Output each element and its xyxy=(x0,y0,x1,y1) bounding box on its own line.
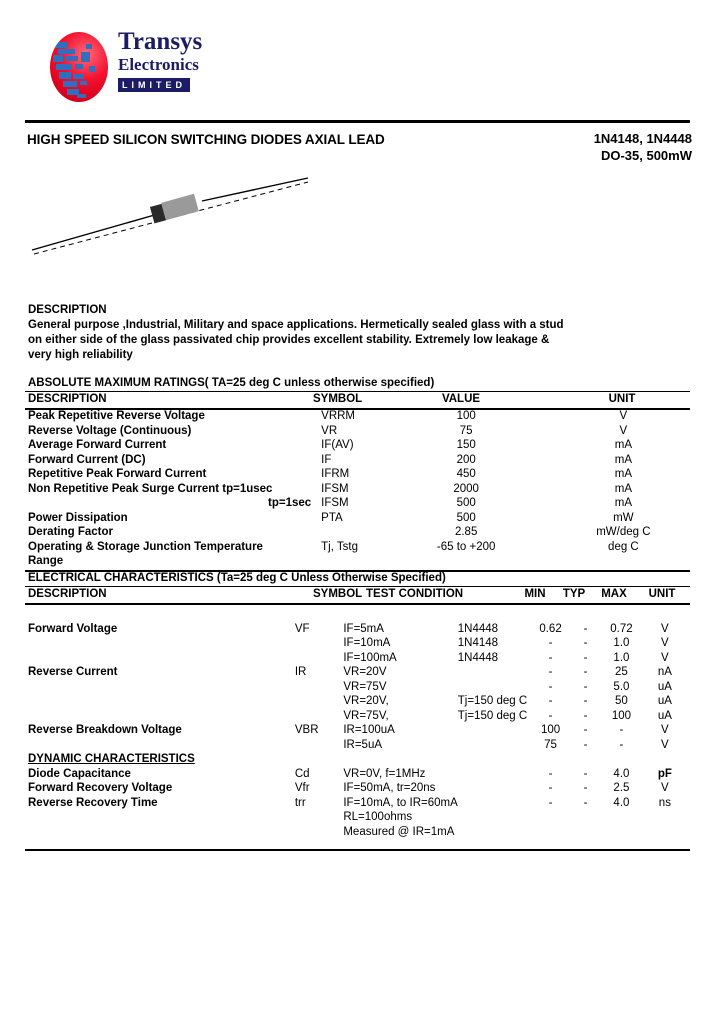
col-header-min: MIN xyxy=(524,588,546,600)
empty-cell xyxy=(570,752,601,767)
empty-cell xyxy=(531,752,570,767)
logo-line-transys: Transys xyxy=(118,28,203,55)
cell-typ: - xyxy=(583,695,588,707)
table-row xyxy=(28,467,688,482)
empty-cell xyxy=(295,752,343,767)
empty-cell xyxy=(642,752,688,767)
cell-unit: ns xyxy=(658,796,671,809)
cell-unit xyxy=(642,810,688,825)
cell-symbol: IFSM xyxy=(321,497,349,509)
cell-description: Average Forward Current xyxy=(28,439,167,451)
table-row xyxy=(28,409,688,424)
cell-typ: - xyxy=(583,709,588,722)
cell-symbol: Tj, Tstg xyxy=(321,540,359,553)
cell-part-number: 1N4448 xyxy=(457,622,499,635)
cell-typ: - xyxy=(583,637,588,649)
cell-description: Reverse Voltage (Continuous) xyxy=(28,424,192,437)
col-header-unit: UNIT xyxy=(608,393,636,405)
cell-symbol xyxy=(295,694,343,709)
title-bar xyxy=(27,130,692,170)
cell-description: Peak Repetitive Reverse Voltage xyxy=(28,410,205,422)
cell-min: 75 xyxy=(544,738,557,751)
cell-description: Reverse Breakdown Voltage xyxy=(28,724,182,736)
cell-description xyxy=(28,810,295,825)
cell-description: Diode Capacitance xyxy=(28,767,131,780)
cell-test-condition: IF=10mA, to IR=60mA xyxy=(343,796,458,809)
cell-part-number xyxy=(458,680,531,695)
table-row xyxy=(28,723,688,738)
cell-part-number xyxy=(458,781,531,796)
table-row xyxy=(28,651,688,666)
cell-unit: mA xyxy=(614,439,633,451)
cell-description: Derating Factor xyxy=(28,526,113,538)
logo-line-electronics: Electronics xyxy=(118,55,199,74)
elec-header-underline xyxy=(25,603,690,605)
cell-part-number: 1N4448 xyxy=(457,651,499,664)
cell-symbol xyxy=(295,709,343,724)
table-row xyxy=(28,424,688,439)
cell-value: -65 to +200 xyxy=(436,540,496,553)
cell-part-number xyxy=(458,810,531,825)
empty-cell xyxy=(343,752,457,767)
cell-typ: - xyxy=(583,767,588,780)
cell-value: 75 xyxy=(459,424,473,437)
table-row xyxy=(28,525,688,540)
cell-unit: V xyxy=(661,782,669,794)
table-row xyxy=(28,438,688,453)
description-line-2: on either side of the glass passivated chip provides excellent stability. Extremely low leakage & xyxy=(28,334,550,346)
axial-lead-diode-figure xyxy=(22,172,322,272)
cell-part-number xyxy=(458,665,531,680)
cell-typ: - xyxy=(583,782,588,794)
cell-part-number xyxy=(458,796,531,811)
cell-min: - xyxy=(548,651,553,664)
cell-symbol xyxy=(295,825,343,840)
description-line-1: General purpose ,Industrial, Military and space applications. Hermetically sealed glass with a stud xyxy=(28,319,564,331)
cell-min: - xyxy=(548,695,553,707)
col-header-description: DESCRIPTION xyxy=(28,393,107,405)
cell-test-condition: VR=20V, xyxy=(343,695,389,707)
table-row xyxy=(28,496,688,511)
cell-value: 200 xyxy=(456,453,476,466)
cell-typ: - xyxy=(583,622,588,635)
cell-value: 100 xyxy=(456,410,476,422)
cell-test-condition: RL=100ohms xyxy=(343,811,413,823)
cell-test-condition: IF=5mA xyxy=(343,622,384,635)
empty-cell xyxy=(601,752,642,767)
cell-value: 150 xyxy=(456,439,476,451)
cell-part-number xyxy=(458,738,531,753)
cell-min: - xyxy=(548,782,553,794)
cell-symbol: PTA xyxy=(321,511,343,524)
cell-unit: V xyxy=(619,410,628,422)
cell-description xyxy=(28,694,295,709)
cell-unit: mA xyxy=(614,497,633,509)
cell-symbol: VRRM xyxy=(321,410,356,422)
cell-symbol xyxy=(295,636,343,651)
cell-unit: mA xyxy=(614,482,633,495)
cell-symbol xyxy=(295,810,343,825)
table-row xyxy=(28,511,688,526)
cell-unit: V xyxy=(661,724,669,736)
cell-symbol xyxy=(295,651,343,666)
absolute-maximum-ratings-body xyxy=(28,409,688,569)
cell-symbol: Vfr xyxy=(294,782,310,794)
cell-test-condition: IF=100mA xyxy=(343,651,397,664)
absolute-maximum-ratings-table xyxy=(28,392,688,407)
abs-max-header-group xyxy=(28,392,688,407)
table-row xyxy=(28,738,688,753)
cell-value: 500 xyxy=(456,497,476,509)
cell-part-number: Tj=150 deg C xyxy=(457,709,528,722)
cell-test-condition: IR=100uA xyxy=(343,724,395,736)
cell-min xyxy=(531,825,570,840)
cell-description xyxy=(28,651,295,666)
cell-symbol xyxy=(321,525,373,540)
table-row xyxy=(28,636,688,651)
part-number-block xyxy=(594,130,692,164)
col-header-unit: UNIT xyxy=(648,588,676,600)
cell-value: 2.85 xyxy=(454,526,478,538)
diode-body-group xyxy=(150,194,199,224)
description-line-3: very high reliability xyxy=(28,349,133,361)
cell-test-condition: VR=0V, f=1MHz xyxy=(343,767,426,780)
cell-max xyxy=(601,810,642,825)
cell-test-condition: VR=75V xyxy=(343,680,387,693)
cell-unit: mW xyxy=(613,511,634,524)
header-divider xyxy=(25,120,690,123)
table-row xyxy=(28,781,688,796)
cell-unit: uA xyxy=(657,680,672,693)
col-header-symbol: SYMBOL xyxy=(313,393,363,405)
electrical-characteristics-body xyxy=(28,607,688,839)
spacer-cell xyxy=(28,607,688,622)
cell-max: 4.0 xyxy=(613,796,630,809)
globe-icon xyxy=(50,32,108,102)
table-row xyxy=(28,694,688,709)
cell-part-number xyxy=(458,723,531,738)
cell-unit: pF xyxy=(657,767,672,780)
cell-test-condition: IF=50mA, tr=20ns xyxy=(343,782,436,794)
electrical-characteristics-header xyxy=(28,587,688,602)
table-row xyxy=(28,825,688,840)
col-header-symbol: SYMBOL xyxy=(313,588,363,600)
cell-symbol: VR xyxy=(321,424,338,437)
table-row xyxy=(28,622,688,637)
cell-value: 500 xyxy=(456,511,476,524)
cell-typ: - xyxy=(583,738,588,751)
cell-unit: uA xyxy=(657,695,672,707)
cell-unit: mA xyxy=(614,468,633,480)
cell-description: Reverse Recovery Time xyxy=(28,796,158,809)
cell-symbol: IFRM xyxy=(321,468,350,480)
cell-min: - xyxy=(548,709,553,722)
table-row xyxy=(28,453,688,468)
cell-min: 0.62 xyxy=(539,622,562,635)
cell-symbol: trr xyxy=(294,796,306,809)
cell-max: 5.0 xyxy=(613,680,630,693)
diode-drawing-svg xyxy=(22,172,322,272)
cell-symbol: VBR xyxy=(294,724,319,736)
cell-description xyxy=(28,825,295,840)
cell-min xyxy=(531,810,570,825)
cell-test-condition: IR=5uA xyxy=(343,738,383,751)
cell-description: Power Dissipation xyxy=(28,511,128,524)
table-row xyxy=(28,482,688,497)
cell-typ: - xyxy=(583,651,588,664)
cell-symbol: IFSM xyxy=(321,482,349,495)
cell-value: 2000 xyxy=(453,482,479,495)
cell-description: Range xyxy=(28,555,64,567)
diode-cathode-lead xyxy=(202,178,308,201)
cell-min: - xyxy=(548,796,553,809)
dynamic-characteristics-heading-row xyxy=(28,752,688,767)
table-row xyxy=(28,810,688,825)
company-logo xyxy=(50,28,280,108)
cell-description xyxy=(28,738,295,753)
empty-cell xyxy=(458,752,531,767)
table-row xyxy=(28,540,688,555)
cell-test-condition: VR=20V xyxy=(343,666,387,678)
cell-unit: V xyxy=(661,622,669,635)
col-header-value: VALUE xyxy=(441,393,481,405)
cell-min: 100 xyxy=(540,724,561,736)
table-row xyxy=(28,796,688,811)
cell-value xyxy=(374,554,559,569)
cell-unit: V xyxy=(661,651,669,664)
cell-part-number: 1N4148 xyxy=(457,637,499,649)
cell-unit: nA xyxy=(657,666,672,678)
cell-min: - xyxy=(548,637,553,649)
cell-max: 25 xyxy=(615,666,628,678)
cell-description: Forward Current (DC) xyxy=(28,453,146,466)
table-row xyxy=(28,680,688,695)
cell-part-number: Tj=150 deg C xyxy=(457,695,528,707)
cell-min: - xyxy=(548,680,553,693)
cell-test-condition: VR=75V, xyxy=(343,709,389,722)
description-section xyxy=(28,303,688,363)
part-numbers-line: 1N4148, 1N4448 xyxy=(593,131,692,146)
cell-max: 1.0 xyxy=(613,637,630,649)
cell-description xyxy=(28,680,295,695)
cell-symbol: IF(AV) xyxy=(321,439,354,451)
cell-description: Non Repetitive Peak Surge Current tp=1usec xyxy=(28,482,273,495)
col-header-max: MAX xyxy=(601,588,627,600)
cell-unit: mW/deg C xyxy=(596,526,651,538)
cell-unit: V xyxy=(619,424,628,437)
cell-value: 450 xyxy=(456,468,476,480)
col-header-test-condition: TEST CONDITION xyxy=(366,588,464,600)
table-row xyxy=(28,554,688,569)
table-row xyxy=(28,665,688,680)
cell-max: - xyxy=(619,738,624,751)
cell-unit: deg C xyxy=(608,540,639,553)
cell-max: - xyxy=(619,724,624,736)
cell-unit: mA xyxy=(614,453,633,466)
cell-max: 1.0 xyxy=(613,651,630,664)
elec-bottom-rule xyxy=(25,849,690,851)
cell-unit xyxy=(559,554,688,569)
cell-part-number xyxy=(458,767,531,782)
cell-symbol: IR xyxy=(294,666,307,678)
cell-symbol: IF xyxy=(321,453,332,466)
cell-description: Forward Voltage xyxy=(28,622,118,635)
cell-description: Repetitive Peak Forward Current xyxy=(28,468,207,480)
cell-max: 4.0 xyxy=(613,767,630,780)
cell-max: 100 xyxy=(611,709,632,722)
cell-description: Forward Recovery Voltage xyxy=(28,782,173,794)
spacer-row xyxy=(28,607,688,622)
cell-typ xyxy=(570,810,601,825)
diode-glass-body xyxy=(161,194,199,220)
cell-symbol: VF xyxy=(294,622,310,635)
cell-unit xyxy=(642,825,688,840)
cell-part-number xyxy=(458,825,531,840)
description-heading: DESCRIPTION xyxy=(28,304,107,316)
cell-unit: V xyxy=(661,738,669,751)
cell-description: Operating & Storage Junction Temperature xyxy=(28,540,263,553)
package-line: DO-35, 500mW xyxy=(600,148,692,163)
cell-max xyxy=(601,825,642,840)
table-header-row xyxy=(28,587,688,602)
cell-max: 0.72 xyxy=(610,622,633,635)
abs-max-caption: ABSOLUTE MAXIMUM RATINGS( TA=25 deg C unless otherwise specified) xyxy=(28,377,435,389)
cell-description: Reverse Current xyxy=(28,666,118,678)
col-header-typ: TYP xyxy=(562,588,586,600)
cell-symbol: Cd xyxy=(294,767,310,780)
cell-typ: - xyxy=(583,666,588,678)
elec-caption: ELECTRICAL CHARACTERISTICS (Ta=25 deg C Unless Otherwise Specified) xyxy=(28,572,446,584)
dynamic-characteristics-heading: DYNAMIC CHARACTERISTICS xyxy=(28,753,195,765)
cell-symbol xyxy=(295,738,343,753)
cell-test-condition: Measured @ IR=1mA xyxy=(343,825,455,838)
cell-typ: - xyxy=(583,724,588,736)
cell-typ xyxy=(570,825,601,840)
col-header-description: DESCRIPTION xyxy=(28,588,107,600)
cell-symbol xyxy=(295,680,343,695)
cell-max: 50 xyxy=(615,695,628,707)
cell-max: 2.5 xyxy=(613,782,630,794)
table-header-row xyxy=(28,392,688,407)
table-row xyxy=(28,767,688,782)
cell-min: - xyxy=(548,767,553,780)
cell-typ: - xyxy=(583,796,588,809)
diode-anode-lead xyxy=(32,214,158,250)
cell-description xyxy=(28,709,295,724)
cell-description: tp=1sec xyxy=(268,497,312,509)
cell-unit: V xyxy=(661,637,669,649)
page-title: HIGH SPEED SILICON SWITCHING DIODES AXIAL LEAD xyxy=(27,132,385,147)
cell-test-condition: IF=10mA xyxy=(343,637,391,649)
table-row xyxy=(28,709,688,724)
cell-typ: - xyxy=(583,680,588,693)
logo-line-limited: LIMITED xyxy=(118,78,190,92)
cell-unit: uA xyxy=(657,709,672,722)
cell-symbol xyxy=(321,554,373,569)
cell-min: - xyxy=(548,666,553,678)
cell-description xyxy=(28,636,295,651)
